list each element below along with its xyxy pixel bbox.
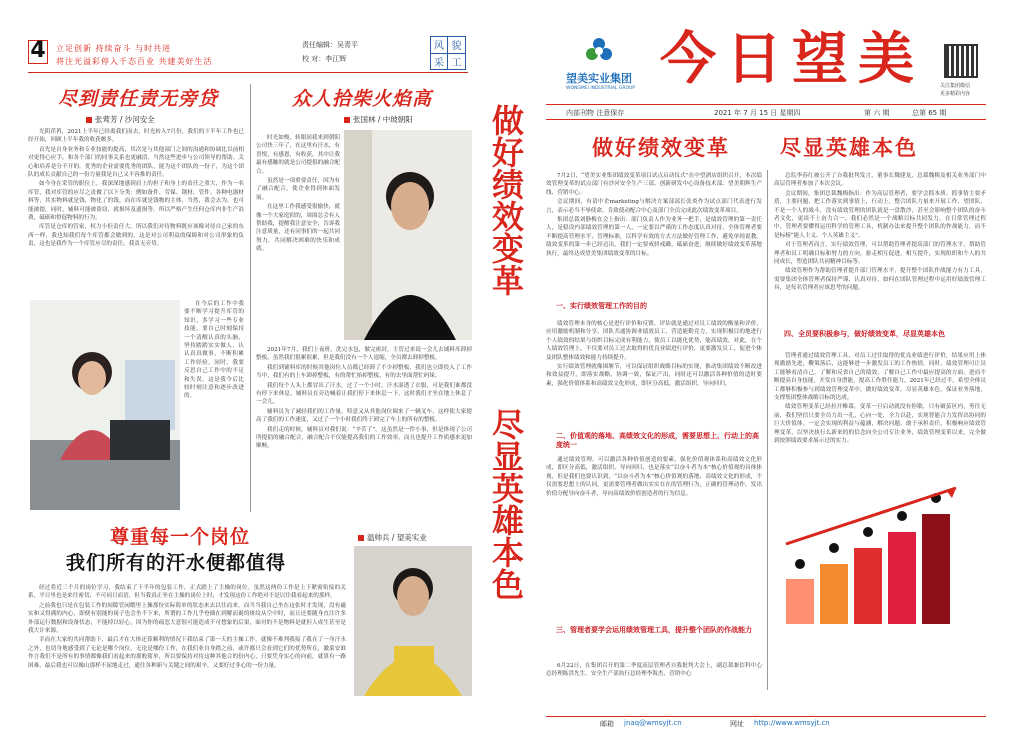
article2-caption: 张国林 / 中玻朝阳 <box>353 115 413 124</box>
masthead-title: 今日望美 <box>660 26 924 92</box>
issue-info-bar <box>546 104 986 120</box>
article2-para-1: 时光如梭，转眼间我来到朝阳公司快三年了，在这里有汗水，有喜悦，有感恩，有收获，其中让我最有感触的就是公司提倡的融合配合。 <box>256 135 340 175</box>
article1-body-right <box>184 300 244 512</box>
footer-email: jnaq@wmsyjt.cn <box>624 719 682 727</box>
proof-name: 李江辉 <box>325 55 347 63</box>
article2-para-6: 我们每个人头上都冒出了汗水，过了一个小时，汗水湿透了衣服，可是我们谁都没有停下来休息，辅料员在旁边喊着让我们停下来休息一下，这时我们才坐在地上休息了一会儿。 <box>256 382 472 406</box>
editor-line <box>302 40 358 50</box>
article1-caption-row <box>86 114 155 125</box>
article3-caption: 温帅兵 / 望美实业 <box>367 533 427 542</box>
column-divider <box>250 84 251 512</box>
col3-para-2: 会议期间，集团总裁魏梅指出：作为高层管理者，要学会抓本质、抓事情主要矛盾，主要问题，把工作落实到事情上，行动上，整合团队力量来开展工作，望团队，不是一个人的战斗，没有绩效管理的团队就是一盘散沙，甚至会影响整个团队的奋斗者文化，更谈不上奋力合一。我们必然是一个战略目标共同发力，在日常管理过程中，管理者要懂得运用科学的管理工具，机制办法来提升整个团队的作战能力，而不是标榜“能人主义、个人英雄主义”。 <box>774 190 986 239</box>
office-worker-image <box>30 300 180 510</box>
col3-para-4: 绩效管理作为帮助管理者提升部门管理水平，提升整个团队作战能力有力工具，需要集团全体管理者保持严谨、认真对待，如何在团队管理过程中运用好绩效管理工具，是每名管理者应该思考的问题。 <box>774 268 986 292</box>
vertical-headline-2: 尽显英雄本色 <box>487 408 525 600</box>
issue-date: 2021 年 7 月 15 日 星期四 <box>714 109 801 117</box>
col3-para-3: 对于管理者而言，实行绩效管理，可以帮助管理者提高部门的管理水平，帮助管理者和员工明确目标和努力的方向，驱走相互促进，相互提升，实现组织和个人的共同成长，塑造团队共同精神目标等。 <box>774 242 986 266</box>
brand-logo <box>584 36 614 66</box>
feature-column-divider <box>767 170 768 690</box>
footer-web: http://www.wmsyjt.cn <box>754 719 830 727</box>
article1-para-3: 如今身在采管的职位上，我深深地感到肩上的担子和身上的责任之重大，作为一名库管，我对库管的应尽之责做了以下分类：例如备件、劳保、钢材、管件、各种电器材料等，其实物料就是钱，物化了的钱，而在库就是钱物的主体，当然，我会去为，也可能被提，同时，辅料可能被盗窃，就损坏及遗损等。所以严格产生任何仓库内非生产浪费，砥砺和督促物料的行为。 <box>28 181 244 222</box>
feature-intro-2: 会议期间，有请中企marketing与解决方案部部长张炎作为试点部门代表进行发言，表示必当不辱使命，肯致使动配合中心及部门全员完成此次绩效变革项目。 <box>546 199 762 214</box>
article2-photo <box>344 130 472 340</box>
stamp-char-2: 貌 <box>448 37 465 54</box>
feature-intro-3: 集团总裁刘静梅在会上指出：部门负责人作为业务一把手，是绩效管理的第一责任人，是稳设内部绩效管理的第一人，一定要以严谨的工作态度认真对待。全体管理者要不断提高管理水平、管理标准，以科学有效的方式方法做好管理工作，避免单纯说教。绩效变革的第一步已经迈出，我们一定要戒骄戒躁、砥砺奋进，继续做好绩效变革落地执行，最终达成望美集团绩效变革的目标。 <box>546 217 762 257</box>
feature-title-b: 尽显英雄本色 <box>780 136 918 160</box>
qr-caption-1: 关注集团微信 <box>940 83 971 89</box>
brand-name: 望美实业集团 <box>566 72 632 85</box>
section2-heading: 二、价值观的落地、高绩效文化的形成，需要思想上、行动上的高度统一 <box>556 432 759 449</box>
article2-para-5: 我们到铺料库的时候其他岗位人员都已经卸了不少掉整板，我们也立即投入了工作当中，我们有的上车卸掉整板，有的帮忙抬掉整板，有的去里面帮忙码垛。 <box>256 364 472 380</box>
section1-body <box>546 320 762 428</box>
section4-para-1: 管理者通过绩效管理工具，对员工过往取得的优良业绩进行评价，结果应用上体现激励先进，鞭策落后，这能够进一步激发员工的工作热情，同时，绩效管理可让员工能够看清自己，了解和反省自己的绩效，了解自己工作中最应提高的方面，进而不断提高自身技能，开发自身潜能，提高工作胜任能力，2021年已经过半，希望全体员工都够积极参与到绩效管理变革中，做好绩效变革，尽显英雄本色，保证业务落地，支撑集团整体战略目标的达成。 <box>774 353 986 402</box>
caption-square-icon <box>358 535 364 541</box>
column-stamp <box>430 36 466 70</box>
article1-para-5: 在今后的工作中我要不断学习提升库管的知识，多学习一些专业技能，要自己时刻保持一个清醒认真的头脑，坚持踏踏实实做人，认认真真做事，不断积累工作经验，同时，我要反思自己工作中的不足和失误，这是我今后比较时刻注意和逐步改进的。 <box>184 301 244 400</box>
article2-para-4: 2021年7月，我们上夜班，洗完水包，做完密封，主管过来说一会儿去铺料库卸掉整板，虽然我们很累很累，但是我们没有一个人退缩，全员都去卸掉整板。 <box>256 347 472 362</box>
article2-para-8: 我们走的时候，辅料员对我们说：“辛苦了”。这虽然是一件小事，但是体现了公司所提倡的融合配合，融合配合不仅能提高我们的工作效率，而且也提升工作质感来更加顺畅。 <box>256 426 472 450</box>
article2-caption-row <box>344 114 413 125</box>
footer-bar <box>546 716 986 728</box>
article3-title-line1: 尊重每一个岗位 <box>110 526 251 548</box>
article2-para-3: 在这里工作我感受很愉快，就像一个大家庭似的，周围总会有人帮助我，提醒我注意安全，告诉我注意质量，还有同事们的一起共同努力，共同解决困难的快乐和成就。 <box>256 204 340 253</box>
section4-para-2: 绩效管理变革已经拉开帷幕，变革一旦启动就没有停歇，只有破茧区内，勇往无前，我们坚信只要全员力出一孔，心向一处，全力以赴，实现智能合力发挥出协同的巨大价值体。一定会实现的利益与蕴涵，解决问题，敢于承担责任，积极响应绩效管理变革，以坚决执行么新来的的信念向全公司专注业务，绩效管理变革以来，完全做到按照绩效要求展示过的实力。 <box>774 404 986 445</box>
col3-para-1: 总监李春红被公开了自我批判发言，董事长魏建龙，总裁魏梅及相关业务部门中高层管理者参加了本次会议。 <box>774 173 986 188</box>
proof-line <box>302 54 346 64</box>
article2-body-left <box>256 134 340 346</box>
caption-square-icon <box>86 117 92 123</box>
worker-portrait-image <box>354 546 472 696</box>
editor-name: 吴青平 <box>337 41 358 49</box>
footer-email-label: 邮箱 <box>600 720 614 728</box>
article3-para-1: 经过将近三个月的岗位学习，我结束了下半年的包装工作，正式踏上了主操的岗位。虽然这两份工作是上下紧密衔接的关系，平日里也是来往密切，不可同日而语，但当我真正坐在主操的岗位上时，才发现这份工作绝对不是以往我看起来的那样。 <box>28 585 346 600</box>
brand-english: WONGMEI INDUSTRIAL GROUP <box>566 86 636 91</box>
article1-para-4: 库管是仓库的管家，权力小但责任大，所以我们对待物料既应该像对待自己家的东西一样，我也知我们每个库管都会做到的，这是对公司利益的保障和对公司形象的负责，这也是我作为一个库管应尽的责任，我责无旁贷。 <box>28 224 244 248</box>
col3-body <box>774 172 986 322</box>
section1-para-2: 实行绩效管理就像围堰节，可以保证组织战略目标的实现，推动集团绩效不断改进和效益提升，即落实战略，协调一致，保证产出，同时还可以激活各种价值的适时要素，强化价值体系和高绩效文化形成，即区分高低，激活组织，导向回归。 <box>546 364 762 387</box>
page-number: 4 <box>30 38 46 63</box>
article1-caption: 张莺芳 / 沙河安全 <box>95 115 155 124</box>
stamp-char-1: 风 <box>431 37 448 54</box>
section4-body <box>774 352 986 482</box>
qr-code <box>944 44 978 78</box>
article2-title: 众人拾柴火焰高 <box>292 88 433 110</box>
vertical-headline-1: 做好绩效变革 <box>487 104 525 296</box>
footer-web-label: 网址 <box>730 720 744 728</box>
article2-para-7: 辅料员为了减轻我们的工作量，特意又从其他岗位调来了一辆叉车，这样使大家提高了我们的工作速度，又过了一个小时我们终于卸完了车上的所有的整板。 <box>256 408 472 424</box>
article1-photo <box>30 300 180 510</box>
article2-body-bottom <box>256 346 472 508</box>
section4-heading: 四、全员要积极参与，做好绩效变革，尽显英雄本色 <box>784 330 945 338</box>
section2-para-1: 通过绩效管理，可以激活各种价值创造的要素，强化价值观体系和高绩效文化形成，即区分高低，激活组织，导向回归，也是落实“以奋斗者为本”核心价值观的具体体现，但是我们也要认识到，“以奋斗者为本”核心价值观的落地、高绩效文化的形成，不仅需要思想上的认同，更需要管理者做出实实在在的管理行为，正确的管理动作，发出价值分配导向奋斗者，导向高绩效价值创造者的行为信息。 <box>546 457 762 497</box>
article3-caption-row <box>358 532 427 543</box>
qr-caption-2: 更多精彩内容 <box>940 91 971 97</box>
article2-para-2: 虽然是一项重要责任，因为有了融合配合，使企业得到体面发展。 <box>256 178 340 201</box>
slogan-line-2: 将注光溢彩停入千态百业 共建美好生活 <box>56 57 213 66</box>
growth-bars-image <box>776 484 986 624</box>
proof-label: 校 对： <box>302 55 326 63</box>
section1-para-1: 绩效管理本身的核心是进行评价和反馈，评估就是通过对员工绩效的衡量和评价，应用激励机制和分享，团队共通协调业绩效员工，营造能勤竞力，实现积极目的地进行个人绩效的结果与组织目标完成有利能力，使员工以能化优势，能高绩效，对此，在个人绩效管理上，不仅要对员工过去取得的优良业绩进行评价，更要激发员工，促进个体及团队整体绩效和能力持续提升。 <box>546 321 762 361</box>
issue-number: 第 六 期 <box>864 109 890 117</box>
caption-square-icon <box>344 117 350 123</box>
article1-title: 尽到责任责无旁贷 <box>58 88 219 110</box>
stamp-char-4: 工 <box>451 57 462 69</box>
feature-intro <box>546 172 762 292</box>
feature-title-a: 做好绩效变革 <box>592 136 730 160</box>
article3-photo <box>354 546 472 696</box>
info-internal: 内部刊物 注意保存 <box>566 109 625 117</box>
section3-para-1: 6月22日，在集团召开的第二季度高层管理者自我批判大会上，副总裁兼信科中心总经理陈洪先生、安全生产部执行总经理李海杰、营销中心 <box>546 663 762 678</box>
article1-para-2: 首先是自身业务和专业技能的提高，其次是与其他部门之间的沟通和协调比以前相对更得心应手，和各个部门的同事关系也更融洽，当然这些进步与公司领导的帮助、关心和培养是分不开的。优秀的企业需要优秀的团队，能为这个团队的一份子，为这个团队的成长贡献自己的一份力量我是自己又不容推的责任。 <box>28 146 244 179</box>
section1-heading: 一、实行绩效管理工作的目的 <box>556 302 647 310</box>
brand-flower-icon <box>584 36 614 66</box>
article1-para-1: 光阴荏苒，2021上半年已经离我们而去，时光转入7月份，我们的下半年工作也已经开始，回顾上半年我的收获颇多。 <box>28 129 244 144</box>
section3-body <box>546 662 762 694</box>
total-issue: 总第 65 期 <box>912 109 947 117</box>
article3-para-2: 之前我也只是在包装工作的间隙管闲暇里上操那份实际简单的状态来去以往而来，而当当我自己坐在这张时才发现，没有磁实和又得满的内心，即便有别能的岗子也会坐不下来，所谓的工作几乎登插在到解而诞的斑纹从空中时，而且还要随身直注许多外部运行数据和设备状态，不能掉以轻心，因为你的疏忽大意很可能造成不可想象的后果，面对的不是物料是就但人成生甚至是我大计来源。 <box>28 602 346 635</box>
section2-body <box>546 456 762 596</box>
growth-illustration <box>776 484 986 624</box>
portrait-image <box>344 130 472 340</box>
editor-label: 责任编辑： <box>302 41 337 49</box>
article3-body <box>28 584 346 696</box>
slogan-line-1: 立足创新 持续奋斗 与时共进 <box>56 44 172 53</box>
feature-intro-1: 7月2日，“望美实业集团绩效变革项目试点启动仪式”在中望酒店组织召开，本次绩效管理变革的试点部门有沙河安全生产三部、创新研发中心设备技术部、望美朝辉生产线、营销中心。 <box>546 173 762 196</box>
article1-body <box>28 128 244 298</box>
header-rule <box>28 72 468 73</box>
stamp-char-3: 采 <box>431 54 448 70</box>
section3-heading: 三、管理者要学会运用绩效管理工具，提升整个团队的作战能力 <box>556 626 752 634</box>
article3-para-3: 幸而在大家的共同帮助下，最后才在大体还算顺利的情况下我结束了第一天的主操工作，就像不难判我接了我在了一身汗水之外，也切身地感受到了无论是哪个岗位，无论是哪份工作，在我们业自身踏之前，或许都只会看到它们的优势所在，激菜安谁作言我们不是所有的事情都像我们看起来的那般简单，所以要保持对待这种其他合的份内心，只要凭身实心的向前，就算有一路困难，最后我也可以像山那样不屈地走过，通往各种新与关键之间的艰辛，又要好过非心的一份力量。 <box>28 637 346 669</box>
article3-title-line2: 我们所有的汗水便都值得 <box>66 552 287 574</box>
